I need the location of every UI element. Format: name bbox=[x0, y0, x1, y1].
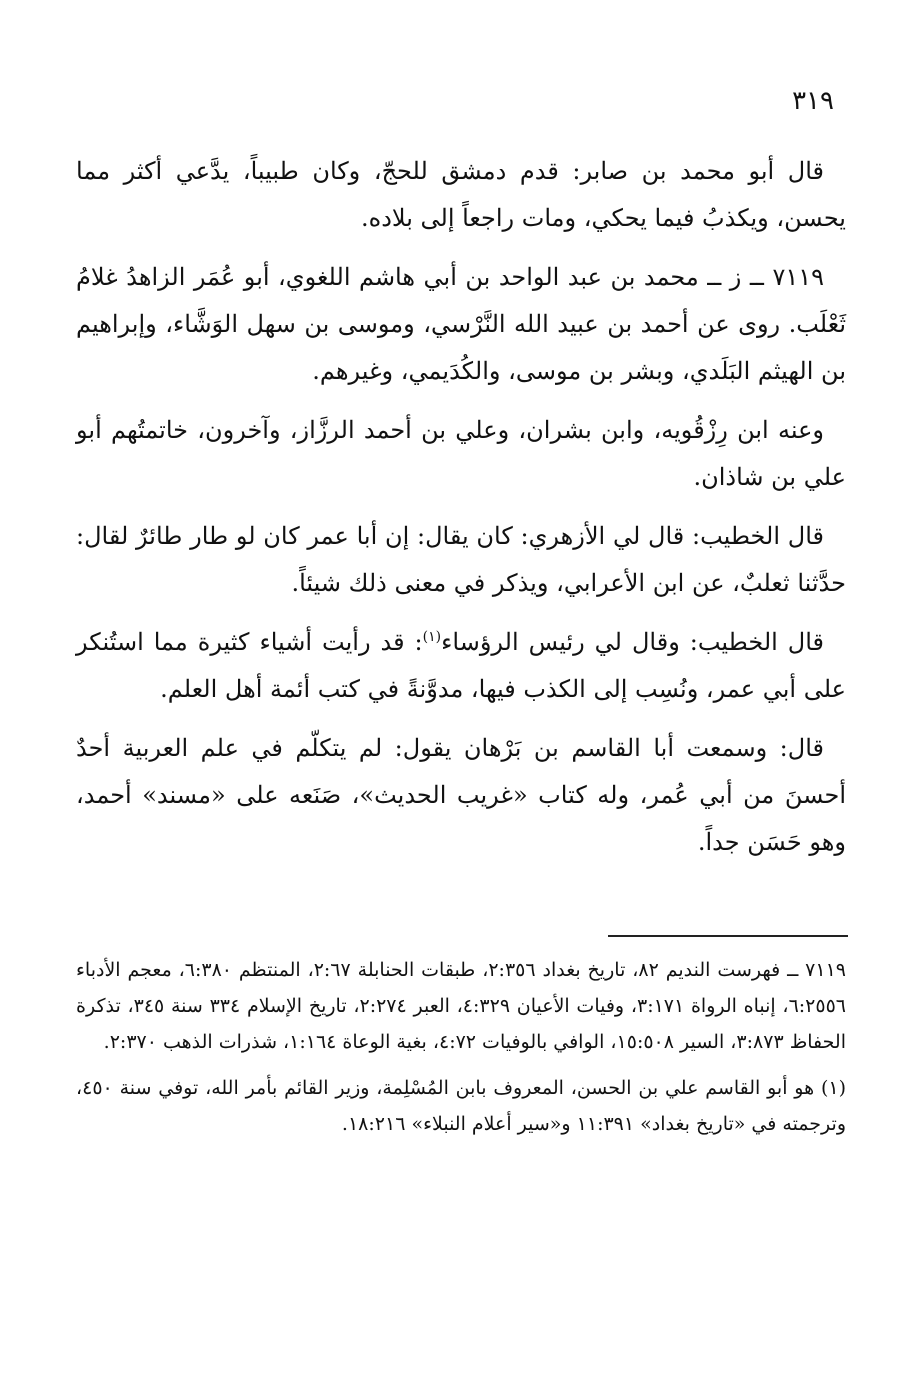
paragraph-1: قال أبو محمد بن صابر: قدم دمشق للحجّ، وكان طبيباً، يدَّعي أكثر مما يحسن، ويكذبُ فيما يحكي، ومات راجعاً إلى بلاده. bbox=[76, 157, 846, 232]
footnote-sources-7119: ٧١١٩ ــ فهرست النديم ٨٢، تاريخ بغداد ٢:٣٥٦، طبقات الحنابلة ٢:٦٧، المنتظم ٦:٣٨٠، معجم الأدباء ٦:٢٥٥٦، إنباه الرواة ٣:١٧١، وفيات الأعيان ٤:٣٢٩، العبر ٢:٢٧٤، تاريخ الإسلام ٣٣٤ سنة ٣٤٥، تذكرة الحفاظ ٣:٨٧٣، السير ١٥:٥٠٨، الوافي بالوفيات ٤:٧٢، بغية الوعاة ١:١٦٤، شذرات الذهب ٢:٣٧٠. bbox=[76, 959, 847, 1053]
paragraph-5-rest: : قد رأيت أشياء كثيرة مما استُنكر على أبي عمر، ونُسِب إلى الكذب فيها، مدوَّنةً في كتب أئمة أهل العلم. bbox=[76, 628, 846, 703]
footnote-1: (١) هو أبو القاسم علي بن الحسن، المعروف بابن المُسْلِمة، وزير القائم بأمر الله، توفي سنة ٤٥٠، وترجمته في «تاريخ بغداد» ١١:٣٩١ و«سير أعلام النبلاء» ١٨:٢١٦. bbox=[76, 1077, 846, 1135]
page-number: ٣١٩ bbox=[792, 86, 834, 116]
footnote-reference[interactable]: (١) bbox=[422, 629, 442, 645]
main-text bbox=[76, 148, 846, 878]
paragraph-4: قال الخطيب: قال لي الأزهري: كان يقال: إن أبا عمر كان لو طار طائرٌ لقال: حدَّثنا ثعلبٌ، عن ابن الأعرابي، ويذكر في معنى ذلك شيئاً. bbox=[76, 522, 846, 597]
entry-7119-paragraph: ٧١١٩ ــ ز ــ محمد بن عبد الواحد بن أبي هاشم اللغوي، أبو عُمَر الزاهدُ غلامُ ثَعْلَب. روى عن أحمد بن عبيد الله النَّرْسي، وموسى بن سهل الوَشَّاء، وإبراهيم بن الهيثم البَلَدي، وبشر بن موسى، والكُدَيمي، وغيرهم. bbox=[76, 263, 846, 385]
paragraph-5 bbox=[76, 619, 846, 713]
paragraph-6: قال: وسمعت أبا القاسم بن بَرْهان يقول: لم يتكلّم في علم العربية أحدٌ أحسنَ من أبي عُمر، وله كتاب «غريب الحديث»، صَنَعه على «مسند» أحمد، وهو حَسَن جداً. bbox=[76, 734, 846, 856]
paragraph-5-lead: قال الخطيب: وقال لي رئيس الرؤساء bbox=[441, 628, 825, 656]
paragraph-3: وعنه ابن رِزْقُويه، وابن بشران، وعلي بن أحمد الرزَّاز، وآخرون، خاتمتُهم أبو علي بن شاذان. bbox=[76, 416, 846, 491]
footnote-divider bbox=[608, 935, 848, 937]
footnotes bbox=[76, 952, 846, 1152]
